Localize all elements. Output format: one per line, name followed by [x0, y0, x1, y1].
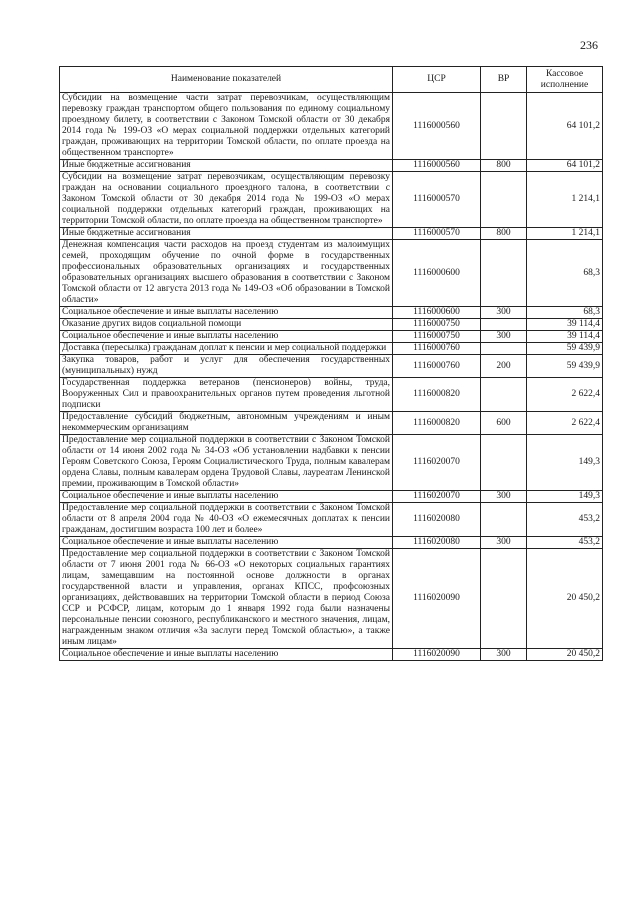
row-name: Иные бюджетные ассигнования: [60, 160, 393, 172]
header-csr: ЦСР: [393, 67, 481, 93]
table-row: [60, 172, 603, 228]
row-sum: 149,3: [527, 491, 603, 503]
table-row: [60, 319, 603, 331]
table-row: [60, 549, 603, 649]
row-vr: 300: [481, 537, 527, 549]
row-name: Денежная компенсация части расходов на проезд студентам из малоимущих семей, проходящим обучение по очной форме в государственных профессиональных образовательных организациях и государственных образовательных организациях высшего образования в соответствии с Законом Томской области от 12 августа 2013 года № 149-ОЗ «Об образовании в Томской области»: [60, 240, 393, 307]
row-name: Предоставление мер социальной поддержки в соответствии с Законом Томской области от 7 июня 2001 года № 66-ОЗ «О некоторых социальных гарантиях лицам, замещавшим на постоянной основе должности в органах государственной власти и управления, органах КПСС, профсоюзных организациях, действовавших на территории Томской области в период Союза ССР и РСФСР, лицам, которым до 1 января 1992 года были назначены персональные пенсии союзного, республиканского и местного значения, лицам, награжденным знаком отличия «За заслуги перед Томской областью», а также иным лицам»: [60, 549, 393, 649]
row-vr: 300: [481, 307, 527, 319]
row-name: Оказание других видов социальной помощи: [60, 319, 393, 331]
row-csr: 1116000600: [393, 240, 481, 307]
row-name: Иные бюджетные ассигнования: [60, 228, 393, 240]
row-sum: 453,2: [527, 503, 603, 537]
row-vr: [481, 93, 527, 160]
table-row: [60, 355, 603, 378]
row-sum: 2 622,4: [527, 412, 603, 435]
table-body: [60, 93, 603, 661]
row-vr: [481, 549, 527, 649]
row-name: Социальное обеспечение и иные выплаты населению: [60, 537, 393, 549]
row-csr: 1116000570: [393, 172, 481, 228]
row-csr: 1116000560: [393, 93, 481, 160]
row-sum: 59 439,9: [527, 355, 603, 378]
row-vr: 600: [481, 412, 527, 435]
header-sum: Кассовое исполнение: [527, 67, 603, 93]
row-vr: [481, 319, 527, 331]
row-sum: 20 450,2: [527, 549, 603, 649]
row-name: Государственная поддержка ветеранов (пенсионеров) войны, труда, Вооруженных Сил и правоохранительных органов путем проведения льготной подписки: [60, 378, 393, 412]
row-sum: 1 214,1: [527, 228, 603, 240]
row-sum: 1 214,1: [527, 172, 603, 228]
row-csr: 1116000820: [393, 412, 481, 435]
row-sum: 39 114,4: [527, 319, 603, 331]
table-row: [60, 435, 603, 491]
row-sum: 68,3: [527, 307, 603, 319]
row-vr: 300: [481, 331, 527, 343]
row-vr: 200: [481, 355, 527, 378]
row-name: Предоставление мер социальной поддержки в соответствии с Законом Томской области от 14 июня 2002 года № 34-ОЗ «Об установлении надбавки к пенсии Героям Советского Союза, Героям Социалистического Труда, полным кавалерам ордена Славы, полным кавалерам ордена Трудовой Славы, лауреатам Ленинской премии, проживающим в Томской области»: [60, 435, 393, 491]
row-name: Социальное обеспечение и иные выплаты населению: [60, 491, 393, 503]
row-vr: [481, 378, 527, 412]
table-row: [60, 378, 603, 412]
row-sum: 149,3: [527, 435, 603, 491]
row-csr: 1116000570: [393, 228, 481, 240]
table-row: [60, 160, 603, 172]
row-vr: [481, 503, 527, 537]
row-sum: 20 450,2: [527, 649, 603, 661]
row-name: Субсидии на возмещение затрат перевозчикам, осуществляющим перевозку граждан на основании социального проездного талона, в соответствии с Законом Томской области от 30 декабря 2014 года № 199-ОЗ «О мерах социальной поддержки отдельных категорий граждан, проживающих на территории Томской области, по оплате проезда на общественном транспорте»: [60, 172, 393, 228]
row-name: Доставка (пересылка) гражданам доплат к пенсии и мер социальной поддержки: [60, 343, 393, 355]
row-name: Предоставление субсидий бюджетным, автономным учреждениям и иным некоммерческим организациям: [60, 412, 393, 435]
row-name: Социальное обеспечение и иные выплаты населению: [60, 307, 393, 319]
row-name: Закупка товаров, работ и услуг для обеспечения государственных (муниципальных) нужд: [60, 355, 393, 378]
table-row: [60, 649, 603, 661]
row-vr: [481, 172, 527, 228]
budget-table: [59, 66, 603, 661]
row-sum: 59 439,9: [527, 343, 603, 355]
row-csr: 1116000760: [393, 355, 481, 378]
row-name: Субсидии на возмещение части затрат перевозчикам, осуществляющим перевозку граждан транспортом общего пользования по единому социальному проездному билету, в соответствии с Законом Томской области от 30 декабря 2014 года № 199-ОЗ «О мерах социальной поддержки отдельных категорий граждан, проживающих на территории Томской области, по оплате проезда на общественном транспорте»: [60, 93, 393, 160]
table-row: [60, 93, 603, 160]
row-csr: 1116000600: [393, 307, 481, 319]
header-name: Наименование показателей: [60, 67, 393, 93]
row-vr: 800: [481, 228, 527, 240]
row-csr: 1116020080: [393, 537, 481, 549]
row-vr: [481, 435, 527, 491]
row-sum: 2 622,4: [527, 378, 603, 412]
row-csr: 1116000750: [393, 319, 481, 331]
header-vr: ВР: [481, 67, 527, 93]
table-row: [60, 307, 603, 319]
row-vr: [481, 240, 527, 307]
row-vr: [481, 343, 527, 355]
page-number: 236: [580, 38, 598, 52]
row-csr: 1116000820: [393, 378, 481, 412]
row-vr: 300: [481, 491, 527, 503]
table-row: [60, 343, 603, 355]
row-vr: 800: [481, 160, 527, 172]
table-header: [60, 67, 603, 93]
row-sum: 64 101,2: [527, 93, 603, 160]
row-sum: 453,2: [527, 537, 603, 549]
table-row: [60, 412, 603, 435]
row-csr: 1116000560: [393, 160, 481, 172]
table-row: [60, 537, 603, 549]
table-row: [60, 228, 603, 240]
row-name: Предоставление мер социальной поддержки в соответствии с Законом Томской области от 8 апреля 2004 года № 40-ОЗ «О ежемесячных доплатах к пенсии гражданам, достигшим возраста 100 лет и более»: [60, 503, 393, 537]
row-sum: 39 114,4: [527, 331, 603, 343]
row-csr: 1116020070: [393, 435, 481, 491]
table-row: [60, 503, 603, 537]
row-sum: 68,3: [527, 240, 603, 307]
table-row: [60, 491, 603, 503]
row-csr: 1116000750: [393, 331, 481, 343]
row-csr: 1116020090: [393, 549, 481, 649]
table-row: [60, 240, 603, 307]
row-csr: 1116000760: [393, 343, 481, 355]
row-csr: 1116020080: [393, 503, 481, 537]
table-row: [60, 331, 603, 343]
row-vr: 300: [481, 649, 527, 661]
row-csr: 1116020070: [393, 491, 481, 503]
row-sum: 64 101,2: [527, 160, 603, 172]
row-csr: 1116020090: [393, 649, 481, 661]
row-name: Социальное обеспечение и иные выплаты населению: [60, 331, 393, 343]
row-name: Социальное обеспечение и иные выплаты населению: [60, 649, 393, 661]
header-row: [60, 67, 603, 93]
